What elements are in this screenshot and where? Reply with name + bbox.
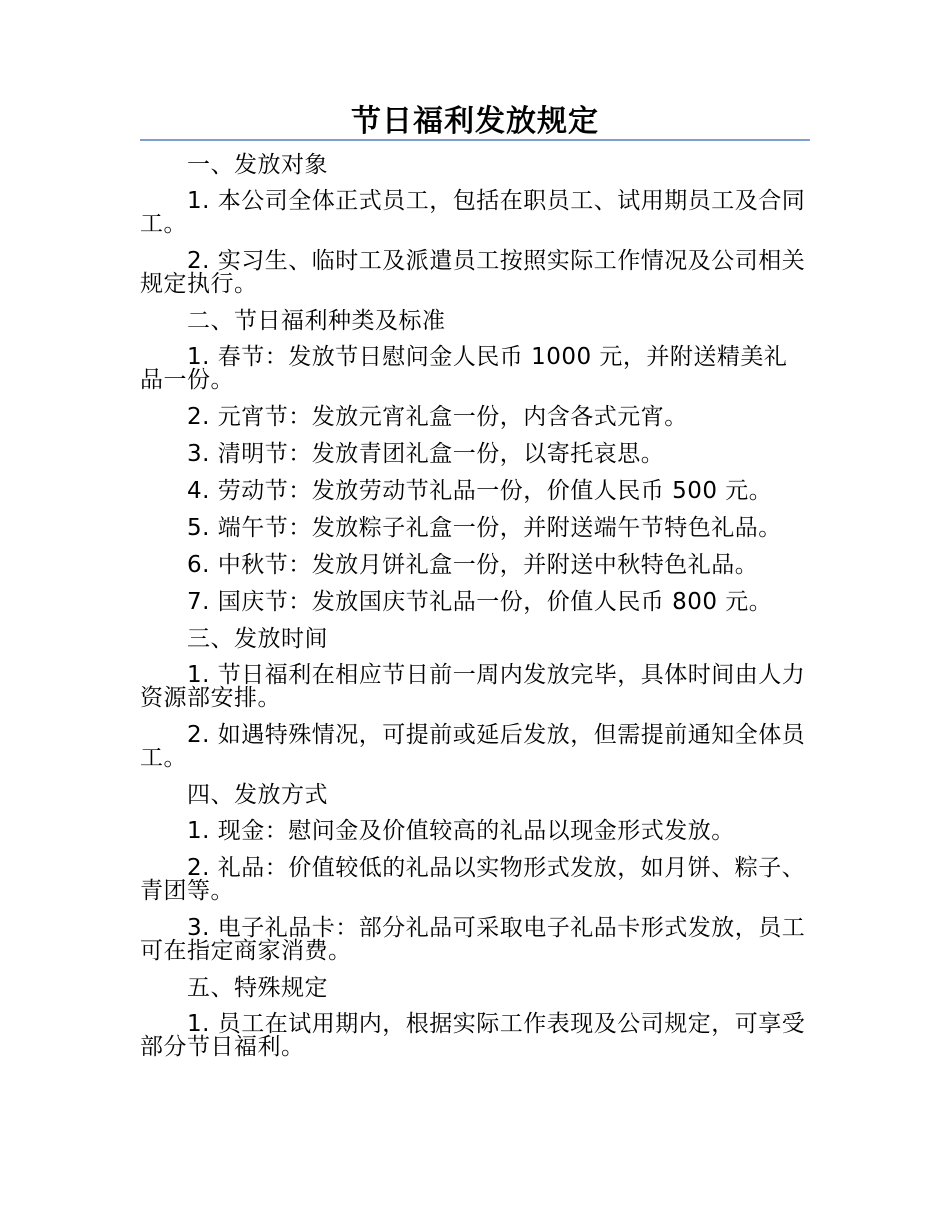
paragraph: 1. 现金：慰问金及价值较高的礼品以现金形式发放。: [187, 818, 735, 844]
section-heading: 一、发放对象: [187, 152, 328, 178]
paragraph: 2. 元宵节：发放元宵礼盒一份，内含各式元宵。: [187, 404, 688, 430]
paragraph: 7. 国庆节：发放国庆节礼品一份，价值人民币 800 元。: [187, 589, 773, 615]
paragraph: 6. 中秋节：发放月饼礼盒一份，并附送中秋特色礼品。: [187, 552, 759, 578]
paragraph: 4. 劳动节：发放劳动节礼品一份，价值人民币 500 元。: [187, 478, 773, 504]
paragraph: 1. 本公司全体正式员工，包括在职员工、试用期员工及合同工。: [140, 188, 806, 237]
document-title: 节日福利发放规定: [351, 104, 599, 139]
section-heading: 四、发放方式: [187, 782, 328, 808]
section-heading: 二、节日福利种类及标准: [187, 308, 446, 334]
paragraph: 2. 实习生、临时工及派遣员工按照实际工作情况及公司相关规定执行。: [140, 248, 806, 297]
paragraph: 1. 节日福利在相应节日前一周内发放完毕，具体时间由人力资源部安排。: [140, 662, 806, 711]
paragraph: 5. 端午节：发放粽子礼盒一份，并附送端午节特色礼品。: [187, 515, 782, 541]
paragraph: 1. 员工在试用期内，根据实际工作表现及公司规定，可享受部分节日福利。: [140, 1011, 806, 1060]
paragraph: 2. 如遇特殊情况，可提前或延后发放，但需提前通知全体员工。: [140, 722, 806, 771]
paragraph: 3. 电子礼品卡：部分礼品可采取电子礼品卡形式发放，员工可在指定商家消费。: [140, 915, 806, 964]
section-heading: 五、特殊规定: [187, 975, 328, 1001]
title-underline: [140, 139, 810, 141]
paragraph: 2. 礼品：价值较低的礼品以实物形式发放，如月饼、粽子、青团等。: [140, 855, 806, 904]
paragraph: 1. 春节：发放节日慰问金人民币 1000 元，并附送精美礼品一份。: [140, 344, 788, 393]
section-heading: 三、发放时间: [187, 626, 328, 652]
document-body: [140, 154, 810, 1073]
paragraph: 3. 清明节：发放青团礼盒一份，以寄托哀思。: [187, 441, 665, 467]
